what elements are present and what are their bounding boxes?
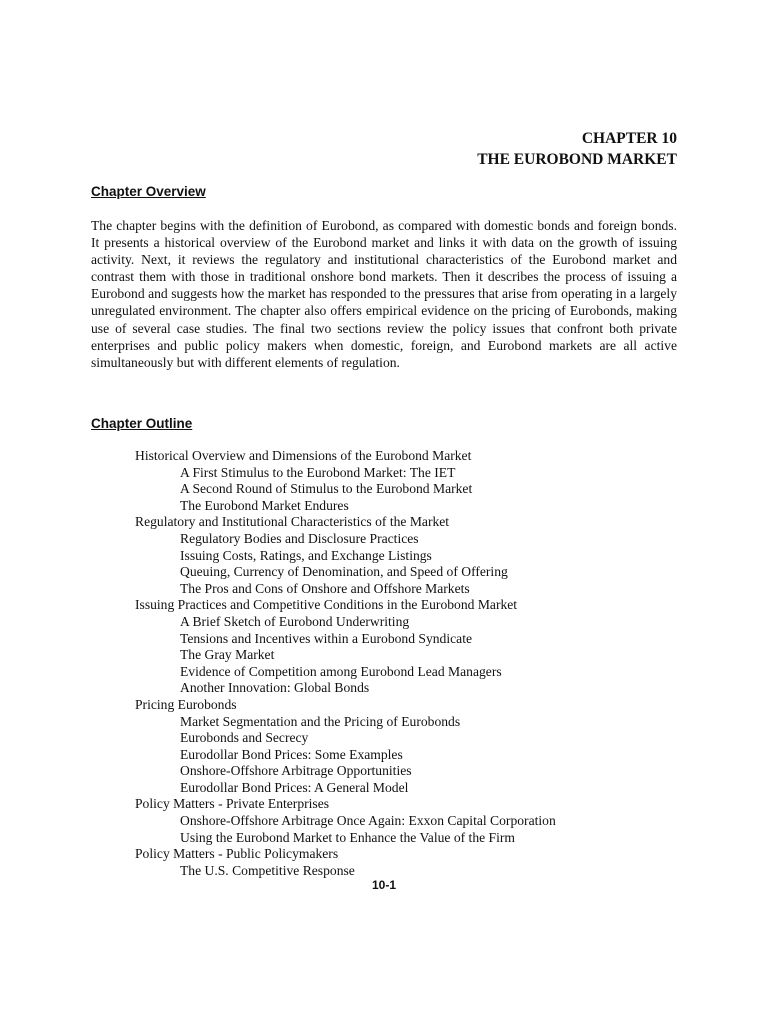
outline-heading: Chapter Outline bbox=[91, 416, 193, 431]
outline-subsection: The U.S. Competitive Response bbox=[180, 862, 355, 878]
outline-section: Pricing Eurobonds bbox=[135, 696, 237, 712]
outline-section: Policy Matters - Public Policymakers bbox=[135, 846, 339, 862]
outline-subsection: Eurobonds and Secrecy bbox=[180, 730, 309, 746]
outline-subsection: Evidence of Competition among Eurobond Lead Managers bbox=[180, 663, 502, 679]
outline-subsection: Queuing, Currency of Denomination, and Speed of Offering bbox=[180, 564, 508, 580]
overview-paragraph: The chapter begins with the definition of Eurobond, as compared with domestic bonds and foreign bonds. It presents a historical overview of the Eurobond market and links it with data on the growth of issuing activity. Next, it reviews the regulatory and institutional characteristics of the Eurobond market and contrast them with those in traditional onshore bond markets. Then it describes the process of issuing a Eurobond and suggests how the market has responded to the pressures that arise from operating in a largely unregulated environment. The chapter also offers empirical evidence on the pricing of Eurobonds, making use of several case studies. The final two sections review the policy issues that confront both private enterprises and public policy makers when domestic, foreign, and Eurobond markets are all active simultaneously but with different elements of regulation. bbox=[91, 218, 677, 370]
outline-subsection: Eurodollar Bond Prices: Some Examples bbox=[180, 746, 403, 762]
outline-subsection: A Brief Sketch of Eurobond Underwriting bbox=[180, 613, 410, 629]
outline-section: Regulatory and Institutional Characteristics of the Market bbox=[135, 514, 450, 530]
outline-subsection: A First Stimulus to the Eurobond Market: The IET bbox=[180, 464, 456, 480]
outline-subsection: Using the Eurobond Market to Enhance the Value of the Firm bbox=[180, 829, 515, 845]
outline-subsection: Regulatory Bodies and Disclosure Practices bbox=[180, 530, 419, 546]
outline-subsection: Tensions and Incentives within a Eurobond Syndicate bbox=[180, 630, 473, 646]
chapter-title: THE EUROBOND MARKET bbox=[477, 151, 677, 168]
chapter-number: CHAPTER 10 bbox=[581, 130, 677, 147]
outline-subsection: Issuing Costs, Ratings, and Exchange Listings bbox=[180, 547, 432, 563]
outline-subsection: Onshore-Offshore Arbitrage Once Again: Exxon Capital Corporation bbox=[180, 813, 556, 829]
outline-subsection: The Gray Market bbox=[180, 647, 275, 663]
outline-subsection: Market Segmentation and the Pricing of Eurobonds bbox=[180, 713, 461, 729]
overview-heading: Chapter Overview bbox=[91, 184, 206, 199]
outline-subsection: Onshore-Offshore Arbitrage Opportunities bbox=[180, 763, 412, 779]
outline-subsection: The Pros and Cons of Onshore and Offshore Markets bbox=[180, 580, 470, 596]
chapter-heading bbox=[477, 128, 677, 170]
outline-subsection: Eurodollar Bond Prices: A General Model bbox=[180, 779, 409, 795]
outline-subsection: The Eurobond Market Endures bbox=[180, 497, 349, 513]
outline-list bbox=[135, 448, 556, 879]
outline-section: Policy Matters - Private Enterprises bbox=[135, 796, 330, 812]
page-number: 10-1 bbox=[371, 878, 397, 892]
outline-subsection: Another Innovation: Global Bonds bbox=[180, 680, 370, 696]
outline-subsection: A Second Round of Stimulus to the Eurobond Market bbox=[180, 481, 473, 497]
outline-section: Issuing Practices and Competitive Conditions in the Eurobond Market bbox=[135, 597, 518, 613]
outline-section: Historical Overview and Dimensions of the Eurobond Market bbox=[135, 448, 472, 463]
